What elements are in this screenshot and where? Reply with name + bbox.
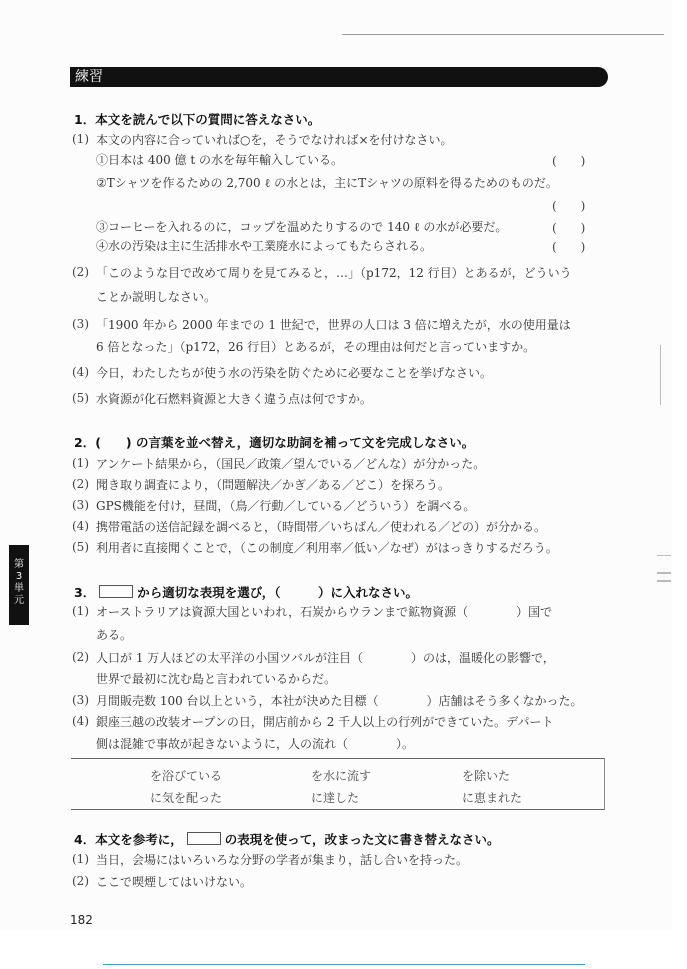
q3-3-number: (3) [72, 693, 89, 707]
exercise-4-instruction-prefix: 4．本文を参考に， [74, 832, 183, 847]
q1-2-line1: 「このような目で改めて周りを見てみると，…」（p172，12 行目）とあるが，どういう [96, 266, 572, 280]
q2-3-text: GPS機能を付け，昼間，（鳥／行動／している／どういう）を調べる。 [96, 499, 476, 513]
q2-4-number: (4) [72, 519, 89, 533]
q4-1-number: (1) [72, 852, 89, 866]
choice-3: を除いた [462, 769, 511, 783]
expression-box-icon [187, 832, 221, 845]
choice-5: に達した [311, 791, 360, 805]
q1-4-text: 今日，わたしたちが使う水の汚染を防ぐために必要なことを挙げなさい。 [96, 366, 493, 380]
q2-4-text: 携帯電話の送信記録を調べると，（時間帯／いちばん／使われる／どの）が分かる。 [96, 520, 547, 534]
q3-4-line2: 側は混雑で事故が起きないように，人の流れ（ ）。 [96, 737, 415, 751]
scan-artifact [657, 580, 671, 582]
q1-1-number: (1) [72, 132, 89, 146]
q1-3-line2: 6 倍となった」（p172，26 行目）とあるが，その理由は何だと言っていますか。 [96, 340, 536, 354]
header-rule [342, 34, 664, 35]
section-title-bar [70, 67, 608, 87]
choice-1: を浴びている [150, 769, 223, 783]
exercise-2-heading: 2．( ) の言葉を並べ替え，適切な助詞を補って文を完成しなさい。 [74, 435, 475, 450]
q4-1-text: 当日，会場にはいろいろな分野の学者が集まり，話し合いを持った。 [96, 853, 469, 867]
q4-2-text: ここで喫煙してはいけない。 [96, 875, 253, 889]
answer-blank-2[interactable]: ( ) [552, 199, 586, 213]
q2-1-number: (1) [72, 456, 89, 470]
exercise-3-heading [74, 583, 418, 601]
q2-5-number: (5) [72, 540, 89, 554]
q4-2-number: (2) [72, 874, 89, 888]
q1-4-number: (4) [72, 365, 89, 379]
choice-6: に恵まれた [462, 791, 523, 805]
q1-5-text: 水資源が化石燃料資源と大きく違う点は何ですか。 [96, 392, 373, 406]
q3-2-line1: 人口が 1 万人ほどの太平洋の小国ツバルが注目（ ）のは，温暖化の影響で， [96, 651, 555, 665]
q1-3-number: (3) [72, 317, 89, 331]
q3-3-line1: 月間販売数 100 台以上という，本社が決めた目標（ ）店舗はそう多くなかった。 [96, 694, 583, 708]
q3-4-line1: 銀座三越の改装オープンの日，開店前から 2 千人以上の行列ができていた。デパート [96, 715, 554, 729]
answer-blank-4[interactable]: ( ) [552, 240, 586, 254]
unit-tab-char: 単 [14, 583, 24, 594]
q2-5-text: 利用者に直接聞くことで，（この制度／利用率／低い／なぜ）がはっきりするだろう。 [96, 541, 558, 555]
q3-2-line2: 世界で最初に沈む島と言われているからだ。 [96, 672, 337, 686]
tf-item-4: ④水の汚染は主に生活排水や工業廃水によってもたらされる。 [96, 239, 433, 253]
scan-artifact [657, 555, 671, 556]
scan-artifact [657, 572, 671, 574]
choice-4: に気を配った [150, 791, 223, 805]
tf-item-1: ①日本は 400 億 t の水を毎年輸入している。 [96, 153, 343, 167]
page-number: 182 [70, 913, 93, 927]
q2-2-number: (2) [72, 477, 89, 491]
q1-3-line1: 「1900 年から 2000 年までの 1 世紀で，世界の人口は 3 倍に増えたが，水の使用量は [96, 318, 571, 332]
q2-3-number: (3) [72, 498, 89, 512]
unit-tab-char: 第 [14, 559, 24, 570]
unit-side-tab [9, 545, 29, 625]
answer-blank-1[interactable]: ( ) [552, 154, 586, 168]
section-title: 練習 [75, 69, 103, 85]
q1-2-line2: ことか説明しなさい。 [96, 290, 217, 304]
q3-4-number: (4) [72, 714, 89, 728]
tf-item-2: ②Tシャツを作るための 2,700 ℓ の水とは，主にTシャツの原料を得るためのものだ。 [96, 176, 558, 190]
q3-1-line1: オーストラリアは資源大国といわれ，石炭からウランまで鉱物資源（ ）国で [96, 605, 553, 619]
scan-artifact [660, 345, 661, 405]
exercise-4-heading [74, 830, 499, 848]
exercise-4-instruction-suffix: の表現を使って，改まった文に書き替えなさい。 [224, 832, 500, 847]
q1-2-number: (2) [72, 265, 89, 279]
unit-tab-char: 元 [14, 595, 24, 606]
answer-blank-3[interactable]: ( ) [552, 221, 586, 235]
choice-2: を水に流す [311, 769, 372, 783]
q2-2-text: 聞き取り調査により，（問題解決／かぎ／ある／どこ）を探ろう。 [96, 478, 451, 492]
exercise-1-heading: 1．本文を読んで以下の質問に答えなさい。 [74, 112, 321, 127]
q1-1-text: 本文の内容に合っていれば○を，そうでなければ×を付けなさい。 [96, 133, 453, 147]
unit-tab-char: 3 [15, 571, 23, 582]
q3-2-number: (2) [72, 650, 89, 664]
choice-box-icon [99, 585, 133, 598]
exercise-3-instruction: から適切な表現を選び，（ ）に入れなさい。 [137, 585, 418, 600]
q3-1-number: (1) [72, 604, 89, 618]
q1-5-number: (5) [72, 391, 89, 405]
q3-1-line2: ある。 [96, 628, 133, 642]
tf-item-3: ③コーヒーを入れるのに，コップを温めたりするので 140 ℓ の水が必要だ。 [96, 220, 508, 234]
exercise-3-number: 3． [74, 585, 96, 600]
q2-1-text: アンケート結果から，（国民／政策／望んでいる／どんな）が分かった。 [96, 457, 486, 471]
expression-choices-box [71, 758, 605, 810]
bottom-rule [103, 964, 585, 965]
